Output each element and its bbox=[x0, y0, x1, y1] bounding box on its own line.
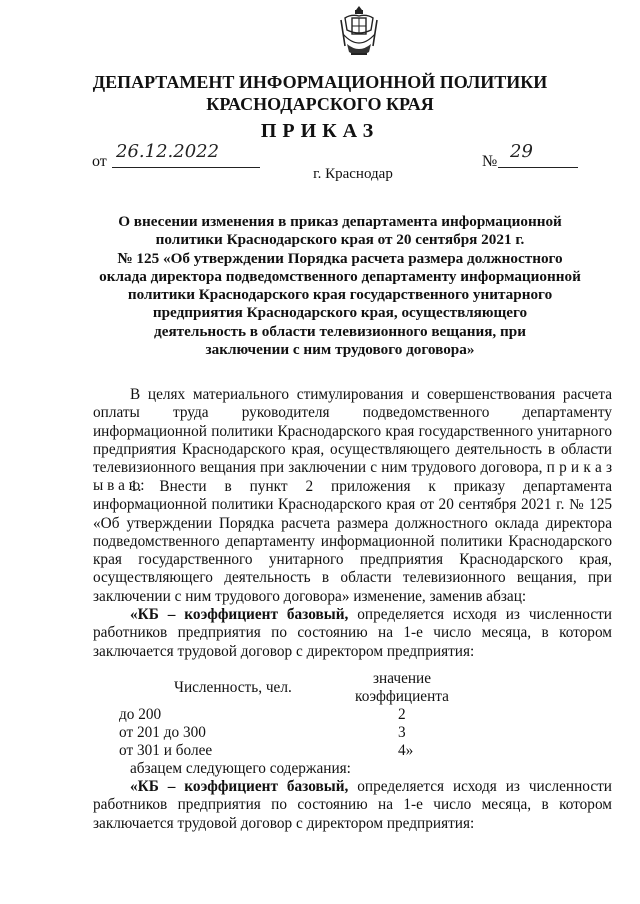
table-row-range: от 301 и более bbox=[119, 742, 213, 759]
subject-line: заключении с ним трудового договора» bbox=[205, 341, 475, 359]
subject-line: деятельность в области телевизионного вещания, при bbox=[154, 322, 526, 340]
subject-line: политики Краснодарского края государственного унитарного bbox=[127, 286, 553, 304]
table-row-value: 3 bbox=[398, 724, 406, 741]
kb-description: определяется исходя из численности работников предприятия по состоянию на 1-е число месяца, в котором заключается трудовой договор с директором предприятия: bbox=[93, 606, 612, 660]
coat-of-arms-emblem bbox=[337, 4, 381, 60]
kb2-description: определяется исходя из численности работников предприятия по состоянию на 1-е число месяца, в котором заключается трудовой договор с директором предприятия: bbox=[93, 778, 612, 832]
table-header-value-line2: коэффициента bbox=[355, 688, 449, 706]
subject-line: политики Краснодарского края от 20 сентября 2021 г. bbox=[155, 231, 525, 249]
city: г. Краснодар bbox=[313, 166, 393, 182]
document-title: ПРИКАЗ bbox=[260, 120, 380, 142]
order-subject bbox=[80, 213, 600, 359]
table-row-value: 4» bbox=[398, 742, 414, 759]
table-header-value bbox=[336, 670, 468, 707]
table-row-value: 2 bbox=[398, 706, 406, 723]
subject-line: оклада директора подведомственного департаменту информационной bbox=[99, 267, 581, 285]
number-field bbox=[498, 141, 578, 168]
table-header-count: Численность, чел. bbox=[174, 679, 292, 696]
item-1-paragraph: 1. Внести в пункт 2 приложения к приказу департамента информационной политики Краснодарского края от 20 сентября 2021 г. № 125 «Об утверждении Порядка расчета размера должностного оклада директора подведомственного департаменту информационной политики Краснодарского края государственного унитарного предприятия Краснодарского края, осуществляющего деятельность в области телевизионного вещания, при заключении с ним трудового договора» изменение, заменив абзац: bbox=[93, 478, 612, 605]
date-prefix: от bbox=[92, 153, 107, 170]
kb-term: «КБ – коэффициент базовый, bbox=[130, 606, 349, 623]
intro-paragraph: В целях материального стимулирования и совершенствования расчета оплаты труда руководителя подведомственного департаменту информационной политики Краснодарского края государственного унитарного предприятия Краснодарского края, осуществляющего деятельность в области телевизионного вещания при заключении с ним трудового договора, п р и к а з ы в а ю: bbox=[93, 386, 612, 495]
replacement-intro: абзацем следующего содержания: bbox=[130, 760, 351, 777]
subject-line: № 125 «Об утверждении Порядка расчета размера должностного bbox=[117, 249, 563, 267]
table-row-range: от 201 до 300 bbox=[119, 724, 206, 741]
number-prefix: № bbox=[482, 153, 498, 170]
table-row-range: до 200 bbox=[119, 706, 162, 723]
department-name-line2: КРАСНОДАРСКОГО КРАЯ bbox=[206, 94, 434, 114]
department-name-line1: ДЕПАРТАМЕНТ ИНФОРМАЦИОННОЙ ПОЛИТИКИ bbox=[92, 72, 548, 92]
subject-line: предприятия Краснодарского края, осуществляющего bbox=[152, 304, 528, 322]
table-header-value-line1: значение bbox=[372, 670, 432, 687]
date-field bbox=[112, 141, 260, 168]
date-value: 26.12.2022 bbox=[116, 141, 220, 162]
number-value: 29 bbox=[510, 141, 533, 162]
subject-line: О внесении изменения в приказ департамента информационной bbox=[118, 213, 562, 230]
kb-paragraph-new bbox=[93, 778, 612, 833]
kb2-term: «КБ – коэффициент базовый, bbox=[130, 778, 349, 795]
kb-paragraph-original bbox=[93, 606, 612, 661]
